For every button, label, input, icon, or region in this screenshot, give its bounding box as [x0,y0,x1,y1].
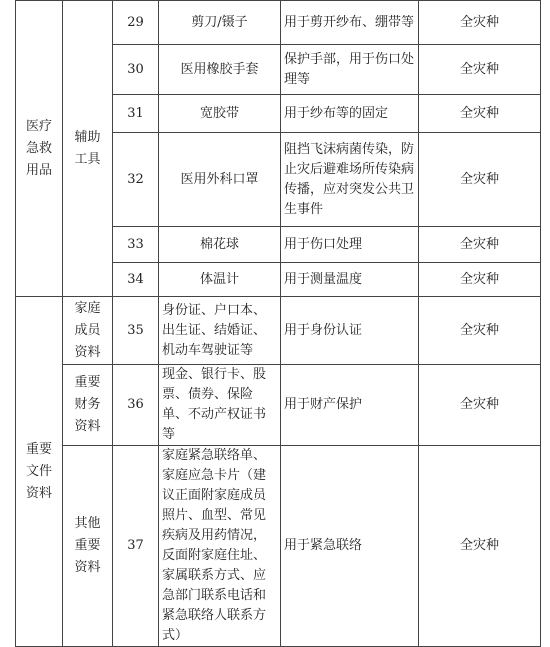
item-name: 医用橡胶手套 [159,45,281,95]
category-label: 医疗急救用品 [25,118,52,178]
item-name: 宽胶带 [159,95,281,133]
row-number: 30 [113,45,159,95]
subcategory-cell [63,365,113,446]
category-cell [16,297,63,647]
item-name: 家庭紧急联络单、家庭应急卡片（建议正面附家庭成员照片、血型、常见疾病及用药情况，反面附家庭住址、家属联系方式、应急部门联系电话和紧急联络人联系方式） [159,446,281,647]
category-cell [16,1,63,297]
row-number: 32 [113,133,159,227]
item-purpose: 用于伤口处理 [281,227,419,263]
hazard-type: 全灾种 [419,263,541,297]
item-purpose: 用于测量温度 [281,263,419,297]
subcategory-label: 家庭成员资料 [74,300,101,360]
item-name: 身份证、户口本、出生证、结婚证、机动车驾驶证等 [159,297,281,365]
hazard-type: 全灾种 [419,365,541,446]
row-number: 37 [113,446,159,647]
supply-table [15,0,541,647]
subcategory-cell [63,297,113,365]
item-purpose: 阻挡飞沫病菌传染，防止灾后避难场所传染病传播，应对突发公共卫生事件 [281,133,419,227]
hazard-type: 全灾种 [419,1,541,45]
table-row [16,365,541,446]
subcategory-cell [63,446,113,647]
item-purpose: 用于财产保护 [281,365,419,446]
subcategory-label: 辅助工具 [74,129,101,167]
hazard-type: 全灾种 [419,446,541,647]
hazard-type: 全灾种 [419,227,541,263]
row-number: 29 [113,1,159,45]
item-purpose: 用于紧急联络 [281,446,419,647]
item-purpose: 用于身份认证 [281,297,419,365]
subcategory-label: 其他重要资料 [74,516,101,575]
item-name: 剪刀/镊子 [159,1,281,45]
item-name: 棉花球 [159,227,281,263]
item-name: 医用外科口罩 [159,133,281,227]
hazard-type: 全灾种 [419,297,541,365]
table-row [16,446,541,647]
row-number: 35 [113,297,159,365]
item-name: 现金、银行卡、股票、债券、保险单、不动产权证书等 [159,365,281,446]
row-number: 33 [113,227,159,263]
table-row [16,297,541,365]
row-number: 31 [113,95,159,133]
hazard-type: 全灾种 [419,133,541,227]
item-name: 体温计 [159,263,281,297]
category-label: 重要文件资料 [25,441,52,501]
subcategory-cell [63,1,113,297]
item-purpose: 保护手部，用于伤口处理等 [281,45,419,95]
row-number: 34 [113,263,159,297]
hazard-type: 全灾种 [419,95,541,133]
item-purpose: 用于剪开纱布、绷带等 [281,1,419,45]
hazard-type: 全灾种 [419,45,541,95]
row-number: 36 [113,365,159,446]
subcategory-label: 重要财务资料 [74,375,101,434]
table-row [16,1,541,45]
item-purpose: 用于纱布等的固定 [281,95,419,133]
